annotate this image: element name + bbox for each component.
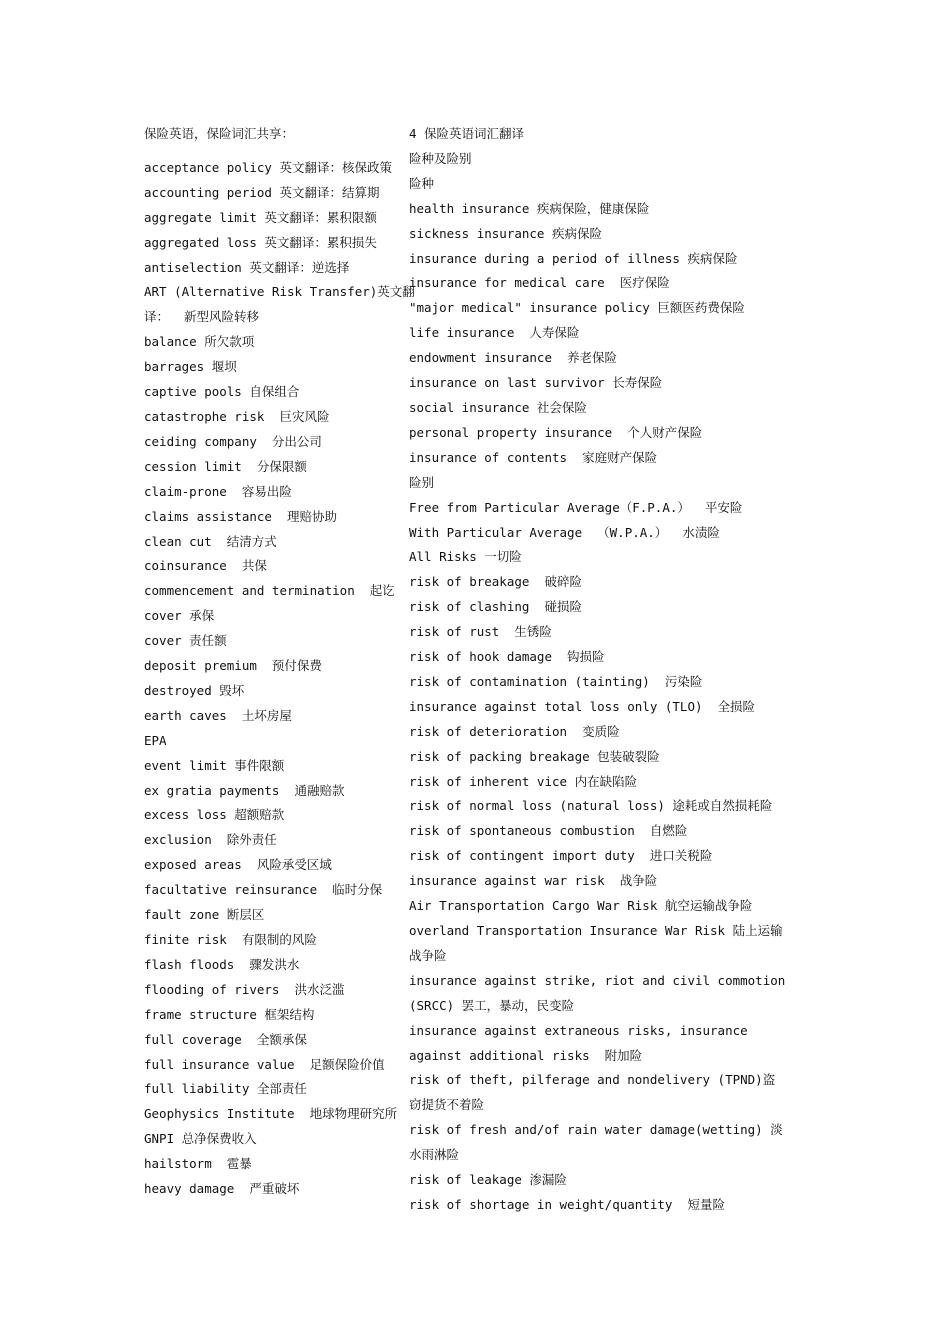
term-line: (SRCC) 罢工，暴动，民变险 xyxy=(409,997,575,1013)
term-line: risk of shortage in weight/quantity 短量险 xyxy=(409,1196,725,1212)
term-line: deposit premium 预付保费 xyxy=(144,658,322,674)
term-line: social insurance 社会保险 xyxy=(409,399,587,415)
term-line: full liability 全部责任 xyxy=(144,1081,307,1097)
term-line: risk of hook damage 钩损险 xyxy=(409,649,605,665)
term-line: earth caves 土坏房屋 xyxy=(144,707,292,723)
term-line: personal property insurance 个人财产保险 xyxy=(409,424,703,440)
term-line: aggregate limit 英文翻译：累积限额 xyxy=(144,209,377,225)
term-line: risk of fresh and/of rain water damage(wetting) 淡 xyxy=(409,1122,783,1138)
term-line: "major medical" insurance policy 巨额医药费保险 xyxy=(409,300,745,316)
term-line: full coverage 全额承保 xyxy=(144,1031,307,1047)
term-line: catastrophe risk 巨灾风险 xyxy=(144,408,330,424)
term-line: event limit 事件限额 xyxy=(144,757,285,773)
term-line: risk of contingent import duty 进口关税险 xyxy=(409,848,713,864)
term-line: risk of rust 生锈险 xyxy=(409,624,552,640)
term-line: commencement and termination 起讫 xyxy=(144,583,395,599)
term-line: claims assistance 理赔协助 xyxy=(144,508,337,524)
term-line: excess loss 超额赔款 xyxy=(144,807,285,823)
term-line: exposed areas 风险承受区域 xyxy=(144,857,332,873)
term-line: 窃提货不着险 xyxy=(409,1097,485,1113)
term-line: insurance against strike, riot and civil commotion xyxy=(409,972,786,988)
term-line: 水雨淋险 xyxy=(409,1147,460,1163)
term-line: ex gratia payments 通融赔款 xyxy=(144,782,345,798)
term-line: cover 责任额 xyxy=(144,633,227,649)
term-line: Free from Particular Average（F.P.A.） 平安险 xyxy=(409,499,743,515)
term-line: barrages 堰坝 xyxy=(144,359,237,375)
term-line: With Particular Average （W.P.A.） 水渍险 xyxy=(409,524,720,540)
term-line: EPA xyxy=(144,732,167,748)
term-line: accounting period 英文翻译：结算期 xyxy=(144,184,380,200)
term-line: risk of deterioration 变质险 xyxy=(409,723,620,739)
term-line: antiselection 英文翻译：逆选择 xyxy=(144,259,350,275)
term-line: 战争险 xyxy=(409,947,447,963)
term-line: risk of leakage 渗漏险 xyxy=(409,1172,567,1188)
term-line: insurance of contents 家庭财产保险 xyxy=(409,449,658,465)
term-line: finite risk 有限制的风险 xyxy=(144,932,317,947)
term-line: risk of inherent vice 内在缺陷险 xyxy=(409,773,638,789)
term-line: hailstorm 雹暴 xyxy=(144,1156,252,1172)
term-line: insurance against war risk 战争险 xyxy=(409,873,658,889)
term-line: insurance against total loss only (TLO) 全损险 xyxy=(409,698,756,714)
term-line: insurance for medical care 医疗保险 xyxy=(409,275,670,291)
term-line: sickness insurance 疾病保险 xyxy=(409,225,602,241)
term-line: life insurance 人寿保险 xyxy=(409,325,580,341)
term-line: aggregated loss 英文翻译：累积损失 xyxy=(144,234,377,250)
left-heading: 保险英语，保险词汇共享： xyxy=(144,126,295,141)
term-line: frame structure 框架结构 xyxy=(144,1006,315,1022)
term-line: GNPI 总净保费收入 xyxy=(144,1131,257,1147)
term-line: flooding of rivers 洪水泛滥 xyxy=(144,981,345,997)
term-line: 险别 xyxy=(409,474,435,490)
right-term-list xyxy=(409,147,786,1218)
term-line: risk of breakage 破碎险 xyxy=(409,574,582,590)
term-line: against additional risks 附加险 xyxy=(409,1047,643,1063)
term-line: 险种及险别 xyxy=(409,150,472,166)
term-line: insurance against extraneous risks, insurance xyxy=(409,1022,748,1038)
term-line: flash floods 骤发洪水 xyxy=(144,956,300,972)
term-line: insurance on last survivor 长寿保险 xyxy=(409,375,663,391)
term-line: coinsurance 共保 xyxy=(144,558,267,574)
term-line: exclusion 除外责任 xyxy=(144,832,277,848)
term-line: risk of spontaneous combustion 自燃险 xyxy=(409,823,688,839)
term-line: risk of theft, pilferage and nondelivery (TPND)盗 xyxy=(409,1072,776,1088)
right-heading: 4 保险英语词汇翻译 xyxy=(409,126,525,141)
term-line: cover 承保 xyxy=(144,608,215,624)
term-line: cession limit 分保限额 xyxy=(144,458,307,474)
term-line: ceiding company 分出公司 xyxy=(144,433,322,449)
term-line: Air Transportation Cargo War Risk 航空运输战争险 xyxy=(409,898,753,914)
term-line: overland Transportation Insurance War Risk 陆上运输 xyxy=(409,923,783,938)
term-line: endowment insurance 养老保险 xyxy=(409,350,618,366)
right-column xyxy=(409,122,786,1218)
term-line: health insurance 疾病保险，健康保险 xyxy=(409,200,650,216)
term-line: risk of packing breakage 包装破裂险 xyxy=(409,748,660,764)
term-line: clean cut 结清方式 xyxy=(144,533,277,549)
term-line: ART (Alternative Risk Transfer)英文翻 xyxy=(144,284,415,300)
term-line: balance 所欠款项 xyxy=(144,334,255,350)
term-line: Geophysics Institute 地球物理研究所 xyxy=(144,1106,398,1122)
term-line: destroyed 毁坏 xyxy=(144,682,245,698)
term-line: facultative reinsurance 临时分保 xyxy=(144,882,383,898)
term-line: acceptance policy 英文翻译：核保政策 xyxy=(144,159,392,175)
left-column xyxy=(144,122,415,1202)
heading-gap xyxy=(144,147,406,156)
term-line: risk of normal loss (natural loss) 途耗或自然损耗险 xyxy=(409,798,773,814)
term-line: All Risks 一切险 xyxy=(409,549,522,565)
term-line: claim-prone 容易出险 xyxy=(144,483,292,499)
left-term-list xyxy=(144,156,415,1202)
term-line: heavy damage 严重破坏 xyxy=(144,1181,300,1197)
term-line: full insurance value 足额保险价值 xyxy=(144,1056,385,1072)
term-line: fault zone 断层区 xyxy=(144,907,265,923)
term-line: captive pools 自保组合 xyxy=(144,384,300,400)
term-line: insurance during a period of illness 疾病保险 xyxy=(409,250,738,266)
term-line: risk of clashing 碰损险 xyxy=(409,599,582,615)
term-line: risk of contamination (tainting) 污染险 xyxy=(409,673,703,689)
term-line: 险种 xyxy=(409,175,435,191)
term-line: 译： 新型风险转移 xyxy=(144,309,260,325)
